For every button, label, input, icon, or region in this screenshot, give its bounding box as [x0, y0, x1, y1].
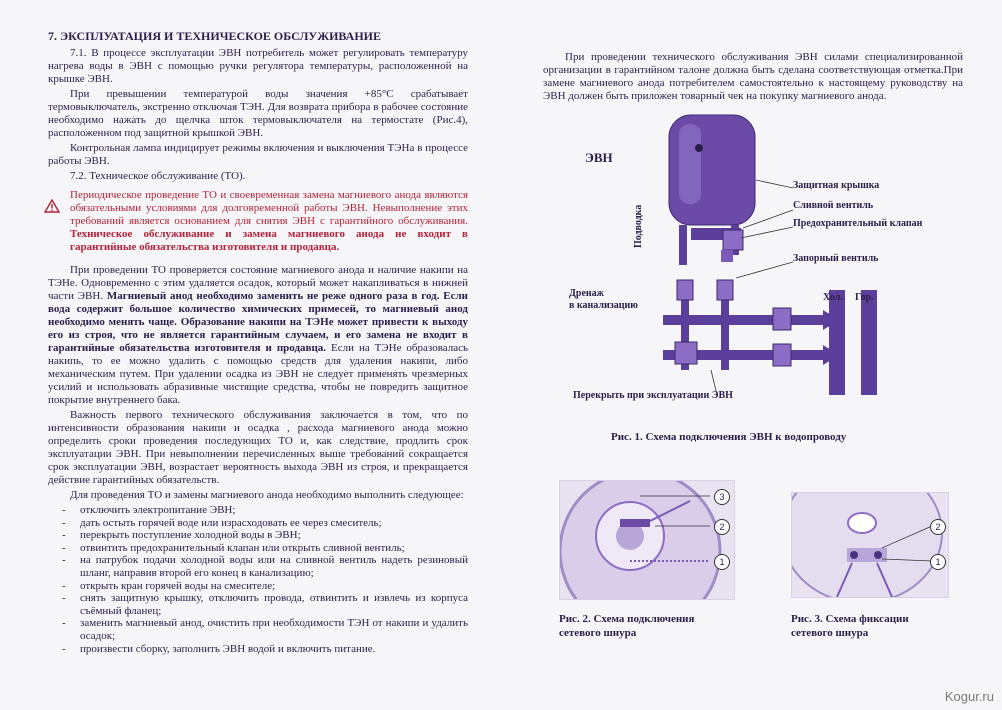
callout-1: 1	[714, 554, 730, 570]
stop-valve-label: Запорный вентиль	[793, 253, 879, 264]
callout-1: 1	[930, 554, 946, 570]
list-item: - произвести сборку, заполнить ЭВН водой и включить питание.	[48, 643, 468, 656]
paragraph-importance: Важность первого технического обслуживания заключается в том, что по интенсивности образования накипи и осадка , расхода магниевого анода можно определить сроки проведения последующих ТО и, как следствие, продлить срок эксплуатации ЭВН. При невыполнении перечисленных выше требований сокращается срок эксплуатации ЭВН, возрастает вероятность выхода ЭВН из строя, и прекращается действие гарантийных обязательств.	[48, 409, 468, 486]
list-item: - отключить электропитание ЭВН;	[48, 504, 468, 517]
warning-bold-text: Техническое обслуживание и замена магниевого анода не входит в гарантийные обязательства изготовителя и продавца.	[70, 228, 468, 253]
warning-text: Периодическое проведение ТО и своевременная замена магниевого анода являются обязательными условиями для долговременной работы ЭВН. Невыполнение этих требований является основанием для снятия ЭВН с гарантийного обслуживания.	[70, 189, 468, 227]
paragraph-steps-intro: Для проведения ТО и замены магниевого анода необходимо выполнить следующее:	[70, 489, 464, 501]
list-item: - открыть кран горячей воды на смесителе;	[48, 580, 468, 593]
left-column	[48, 30, 468, 655]
paragraph-7-2: 7.2. Техническое обслуживание (ТО).	[70, 170, 246, 182]
figure-3-photo	[791, 492, 949, 598]
figure-3-caption: Рис. 3. Схема фиксации сетевого шнура	[791, 613, 909, 639]
evn-label: ЭВН	[585, 150, 613, 165]
intro-paragraph: При проведении технического обслуживания ЭВН силами специализированной организации в гарантийном талоне должна быть сделана соответствующая отметка.При замене магниевого анода потребителем самостоятельно к настоящему руководству на ЭВН должен быть приложен товарный чек на покупку магниевого анода.	[543, 51, 963, 102]
safety-valve-label: Предохранительный клапан	[793, 218, 923, 229]
service-text-a: При проведении ТО проверяется состояние магниевого анода и наличие накипи на ТЭНе. Одновременно с этим удаляется осадок, который может накапливаться в нижней части ЭВН.	[48, 264, 468, 302]
warning-icon	[44, 199, 60, 213]
callout-2: 2	[930, 519, 946, 535]
cover-label: Защитная крышка	[793, 180, 880, 191]
list-item: - перекрыть поступление холодной воды в ЭВН;	[48, 529, 468, 542]
list-item: - отвинтить предохранительный клапан или открыть сливной вентиль;	[48, 542, 468, 555]
list-item: - заменить магниевый анод, очистить при необходимости ТЭН от накипи и удалить осадок;	[48, 617, 468, 642]
section-title: 7. ЭКСПЛУАТАЦИЯ И ТЕХНИЧЕСКОЕ ОБСЛУЖИВАНИЕ	[48, 29, 381, 43]
warning-block	[48, 189, 468, 254]
cold-label: Хол.	[823, 292, 843, 303]
figure-1-caption: Рис. 1. Схема подключения ЭВН к водопроводу	[611, 431, 847, 443]
watermark: Kogur.ru	[944, 689, 994, 704]
drain-label: Дренаж в канализацию	[569, 288, 638, 311]
right-page	[501, 0, 1002, 710]
callout-3: 3	[714, 489, 730, 505]
steps-list	[48, 504, 468, 655]
tank-lamp	[695, 144, 703, 152]
figure-2-caption: Рис. 2. Схема подключения сетевого шнура	[559, 613, 695, 639]
podvodka-label: Подводка	[633, 204, 644, 248]
paragraph-7-1: 7.1. В процессе эксплуатации ЭВН потребитель может регулировать температуру нагрева воды в ЭВН с помощью ручки регулятора температуры, расположенной на крышке ЭВН.	[48, 47, 468, 85]
list-item: - на патрубок подачи холодной воды или на сливной вентиль надеть резиновый шланг, направив второй его конец в канализацию;	[48, 554, 468, 579]
hot-label: Гор.	[855, 292, 874, 303]
list-item: - снять защитную крышку, отключить провода, отвинтить и извлечь из корпуса съёмный фланец;	[48, 592, 468, 617]
safety-valve-shape	[723, 230, 743, 250]
drain-valve-label: Сливной вентиль	[793, 200, 874, 211]
hot-supply-pipe	[861, 290, 877, 395]
service-text-bold: Магниевый анод необходимо заменить не реже одного раза в год. Если вода содержит большое количество химических примесей, то магниевый анод необходимо менять чаще. Образование накипи на ТЭНе может привести к выходу его из строя, что не является гарантийным случаем, и его замена не входит в гарантийные обязательства изготовителя и продавца.	[48, 290, 469, 354]
close-label: Перекрыть при эксплуатации ЭВН	[573, 390, 733, 401]
list-item: - дать остыть горячей воде или израсходовать ее через смеситель;	[48, 517, 468, 530]
cold-supply-pipe	[829, 290, 845, 395]
service-text-c: Если на ТЭНе образовалась накипь, то ее можно удалить с помощью средств для удаления накипи, либо механическим путем. При удалении осадка из ЭВН не следует применять чрезмерных усилий и использовать абразивные чистящие средства, чтобы не повредить защитное покрытие внутреннего бака.	[48, 342, 468, 406]
callout-2: 2	[714, 519, 730, 535]
paragraph-overheat: При превышении температурой воды значения +85°С срабатывает термовыключатель, экстренно отключая ТЭН. Для возврата прибора в рабочее состояние необходимо нажать до щелчка шток термовыключателя на термостате (Рис.4), расположенном под защитной крышкой ЭВН.	[48, 88, 468, 139]
paragraph-lamp: Контрольная лампа индицирует режимы включения и выключения ТЭНа в процессе работы ЭВН.	[48, 142, 468, 167]
paragraph-service	[48, 264, 468, 407]
figure-2-photo	[559, 480, 735, 600]
